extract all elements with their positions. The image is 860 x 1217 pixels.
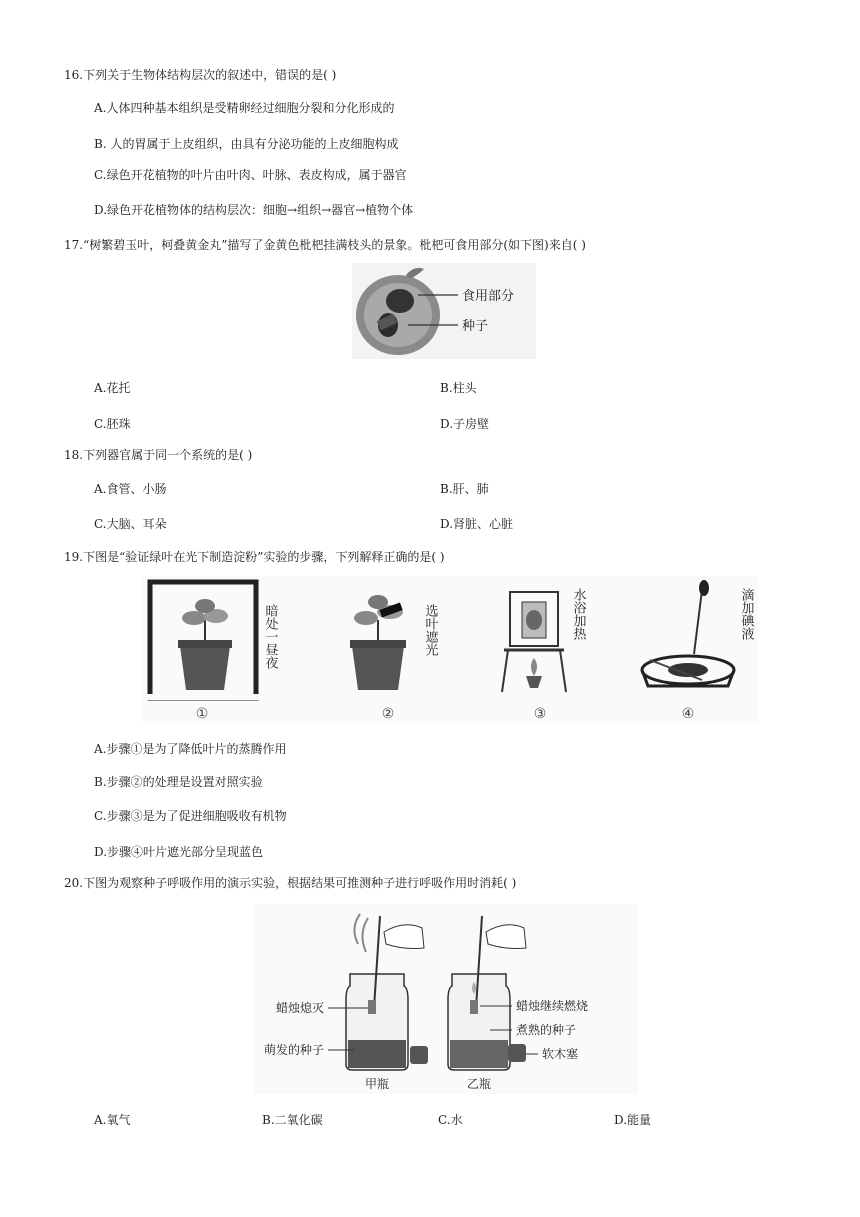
label-boiled-seeds: 煮熟的种子	[516, 1023, 577, 1037]
question-17-option-d: D.子房壁	[440, 417, 490, 431]
question-18-option-c: C.大脑、耳朵	[94, 517, 167, 531]
seed-respiration-figure	[254, 904, 638, 1094]
step-4-label: 滴加碘液	[738, 588, 754, 640]
loquat-seed-label: 种子	[462, 319, 489, 334]
question-19-option-d: D.步骤④叶片遮光部分呈现蓝色	[94, 845, 264, 859]
step-3-label: 水浴加热	[570, 588, 586, 640]
question-19-option-c: C.步骤③是为了促进细胞吸收有机物	[94, 809, 287, 823]
jar-b	[448, 916, 526, 1070]
step-1-dark-plant	[142, 582, 278, 722]
question-19-option-a: A.步骤①是为了降低叶片的蒸腾作用	[94, 742, 287, 756]
loquat-edible-label: 食用部分	[462, 289, 515, 304]
question-17-stem: 17.“树繁碧玉叶，柯叠黄金丸”描写了金黄色枇杷挂满枝头的景象。枇杷可食用部分(如下图)来自( )	[64, 238, 586, 252]
loquat-figure	[352, 263, 536, 359]
step-4-iodine-drop	[642, 580, 754, 722]
question-20-option-d: D.能量	[614, 1113, 652, 1127]
question-16-stem: 16.下列关于生物体结构层次的叙述中，错误的是( )	[64, 68, 337, 82]
question-20-stem: 20.下图为观察种子呼吸作用的演示实验，根据结果可推测种子进行呼吸作用时消耗( )	[64, 876, 517, 890]
step-3-number: ③	[533, 706, 547, 722]
label-candle-out: 蜡烛熄灭	[275, 1001, 324, 1015]
step-1-label: 暗处一昼夜	[262, 604, 278, 669]
question-16-option-d: D.绿色开花植物体的结构层次：细胞→组织→器官→植物个体	[94, 203, 414, 217]
step-3-water-bath	[502, 587, 586, 722]
question-17-option-c: C.胚珠	[94, 417, 131, 431]
question-20-option-a: A.氧气	[94, 1113, 131, 1127]
step-2-shaded-leaf	[350, 595, 438, 722]
question-16-option-b: B. 人的胃属于上皮组织，由具有分泌功能的上皮细胞构成	[94, 137, 399, 151]
label-cork-stopper: 软木塞	[542, 1047, 579, 1061]
question-19-option-b: B.步骤②的处理是设置对照实验	[94, 775, 263, 789]
label-jar-a: 甲瓶	[364, 1077, 390, 1091]
label-jar-b: 乙瓶	[466, 1077, 492, 1091]
question-16-option-c: C.绿色开花植物的叶片由叶肉、叶脉、表皮构成，属于器官	[94, 168, 407, 182]
question-19-stem: 19.下图是“验证绿叶在光下制造淀粉”实验的步骤，下列解释正确的是( )	[64, 550, 445, 564]
question-18-option-d: D.肾脏、心脏	[440, 517, 514, 531]
label-germinating-seeds: 萌发的种子	[263, 1043, 324, 1057]
starch-experiment-figure	[142, 576, 758, 724]
question-18-stem: 18.下列器官属于同一个系统的是( )	[64, 448, 253, 462]
step-1-number: ①	[195, 706, 209, 722]
question-16-option-a: A.人体四种基本组织是受精卵经过细胞分裂和分化形成的	[94, 101, 395, 115]
step-2-number: ②	[381, 706, 395, 722]
question-17-option-b: B.柱头	[440, 381, 477, 395]
question-18-option-b: B.肝、肺	[440, 482, 489, 496]
question-18-option-a: A.食管、小肠	[94, 482, 167, 496]
question-20-option-b: B.二氧化碳	[262, 1113, 323, 1127]
jar-a	[346, 914, 428, 1070]
label-candle-burning: 蜡烛继续燃烧	[516, 999, 589, 1013]
question-17-option-a: A.花托	[94, 381, 131, 395]
question-20-option-c: C.水	[438, 1113, 463, 1127]
step-2-label: 选叶遮光	[422, 604, 438, 656]
step-4-number: ④	[681, 706, 695, 722]
